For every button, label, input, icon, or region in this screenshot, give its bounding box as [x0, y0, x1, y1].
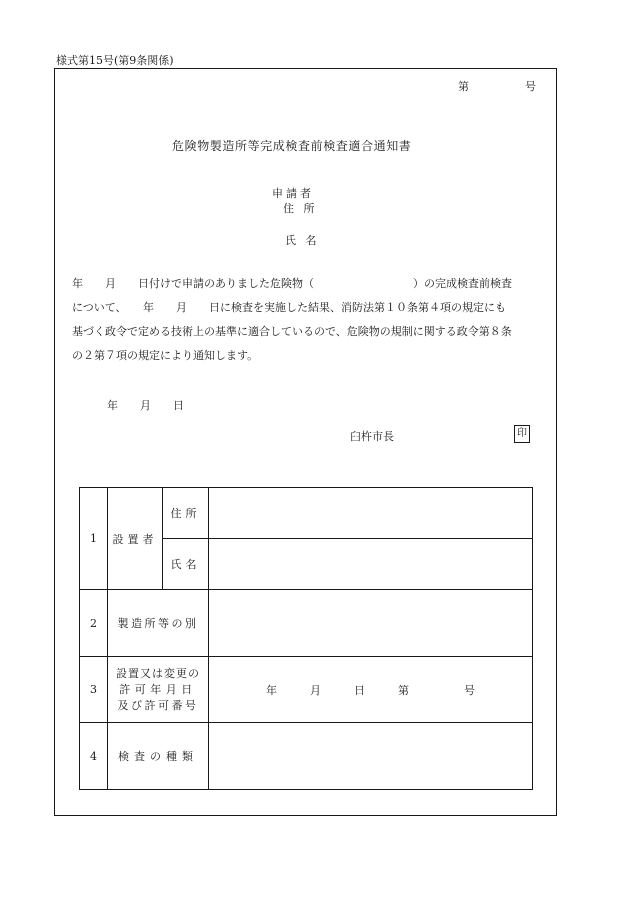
row-label-installer: 設置者 — [112, 532, 158, 546]
notice-body — [72, 272, 542, 368]
row-sublabel-name: 氏名 — [170, 558, 201, 571]
row-sublabel-address: 住所 — [170, 507, 201, 520]
issue-date: 年 月 日 — [107, 399, 184, 412]
body-line: の２第７項の規定により通知します。 — [72, 349, 259, 362]
document-number — [458, 78, 536, 94]
row-number: 2 — [90, 616, 97, 630]
issuer: 臼杵市長 — [350, 430, 394, 443]
row-number: 3 — [90, 683, 97, 696]
applicant-name-label: 氏 名 — [285, 234, 320, 247]
doc-number-suffix: 号 — [525, 80, 536, 93]
row-label-inspection-type: 検査の種類 — [118, 750, 198, 763]
row-label-permit — [108, 657, 208, 722]
doc-number-prefix: 第 — [458, 80, 469, 93]
form-label: 様式第15号(第9条関係) — [56, 54, 174, 67]
row-label-facility-type: 製造所等の別 — [117, 617, 199, 630]
permit-date-number-value: 年 月 日 第 号 — [266, 683, 475, 697]
permit-label-line: 及び許可番号 — [117, 698, 199, 712]
permit-label-line: 設置又は変更の — [116, 666, 200, 680]
permit-label-line: 許可年月日 — [119, 682, 197, 696]
row-number: 1 — [90, 532, 97, 545]
applicant-label: 申請者 — [272, 187, 314, 200]
body-line: について、 年 月 日に検査を実施した結果、消防法第１０条第４項の規定にも — [72, 301, 507, 314]
row-number: 4 — [90, 749, 97, 763]
body-line: 基づく政令で定める技術上の基準に適合しているので、危険物の規制に関する政令第８条 — [72, 325, 512, 338]
document-title: 危険物製造所等完成検査前検査適合通知書 — [172, 139, 412, 153]
seal-mark: 印 — [514, 425, 530, 443]
body-line: 年 月 日付けで申請のありました危険物（ ）の完成検査前検査 — [72, 277, 512, 290]
applicant-address-label: 住 所 — [283, 202, 318, 215]
